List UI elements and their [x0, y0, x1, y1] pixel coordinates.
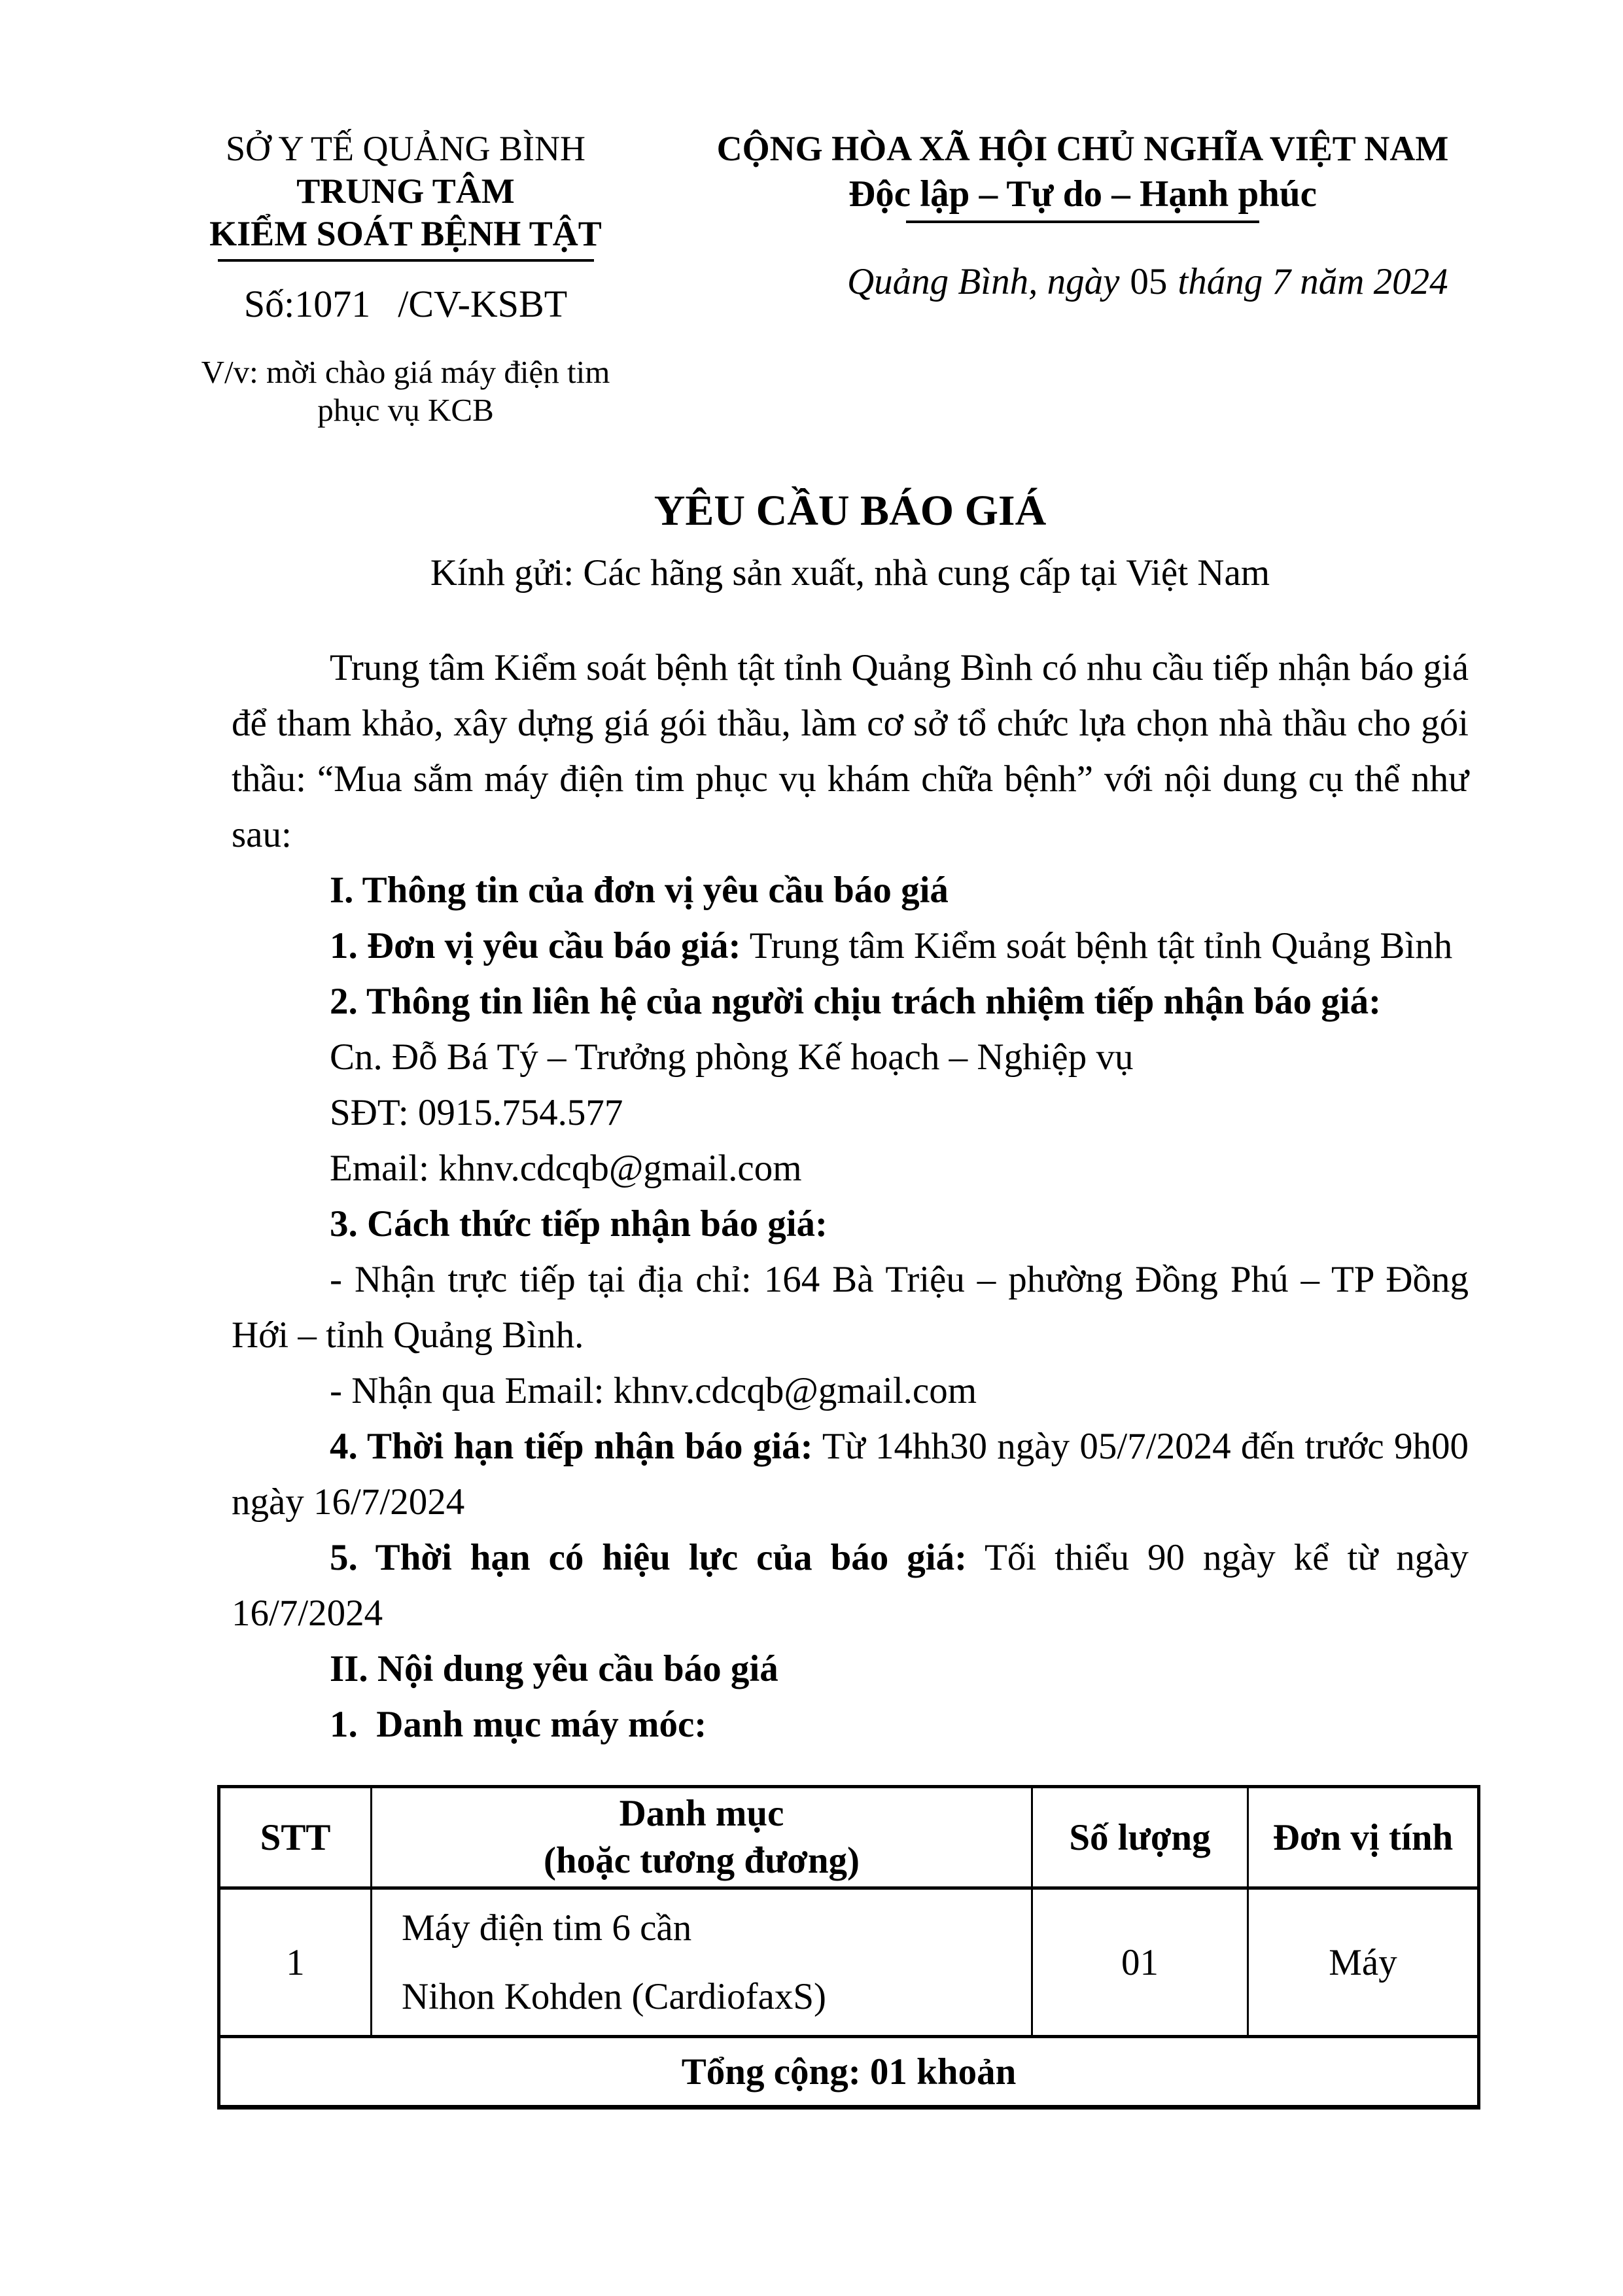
item-5-text: Tối thiểu 90 ngày kể từ ngày 16/7/2024: [232, 1537, 1469, 1634]
col-header-danh-muc-line2: (hoặc tương đương): [543, 1840, 860, 1881]
items-table: [217, 1785, 1480, 2110]
item-1-text: Trung tâm Kiểm soát bệnh tật tỉnh Quảng Bình: [749, 925, 1453, 966]
table-total-text: Tổng cộng: 01 khoản: [219, 2037, 1479, 2108]
item-4-label: 4. Thời hạn tiếp nhận báo giá:: [330, 1426, 813, 1467]
item-5-validity: [232, 1530, 1469, 1641]
org-name-line2: KIỂM SOÁT BỆNH TẬT: [209, 214, 602, 253]
method-email: - Nhận qua Email: khnv.cdcqb@gmail.com: [330, 1370, 977, 1411]
date-prefix: Quảng Bình, ngày: [847, 261, 1120, 302]
equipment-list-heading: 1. Danh mục máy móc:: [330, 1704, 707, 1745]
contact-phone: SĐT: 0915.754.577: [330, 1092, 623, 1133]
item-3-method-heading: 3. Cách thức tiếp nhận báo giá:: [330, 1203, 828, 1245]
col-header-danh-muc: [372, 1787, 1032, 1888]
national-title: CỘNG HÒA XÃ HỘI CHỦ NGHĨA VIỆT NAM: [716, 129, 1449, 168]
method-direct: - Nhận trực tiếp tại địa chỉ: 164 Bà Triệu – phường Đồng Phú – TP Đồng Hới – tỉnh Quảng Bình.: [232, 1259, 1469, 1356]
item-1-requesting-unit: [232, 918, 1469, 974]
section-1-heading: I. Thông tin của đơn vị yêu cầu báo giá: [330, 870, 949, 911]
motto-underline: [906, 221, 1259, 223]
document-number-line: [150, 281, 661, 327]
row-item-name: [372, 1888, 1032, 2037]
doc-number-value: 1071: [294, 283, 371, 325]
item-4-deadline: [232, 1419, 1469, 1530]
row-item-name-line2: Nihon Kohden (CardiofaxS): [402, 1976, 827, 2017]
doc-number-suffix: /CV-KSBT: [398, 283, 568, 325]
table-header-row: [219, 1787, 1479, 1888]
place-date-line: [707, 259, 1459, 305]
section-2-heading: II. Nội dung yêu cầu báo giá: [330, 1648, 778, 1689]
document-recipient: Kính gửi: Các hãng sản xuất, nhà cung cấp tại Việt Nam: [430, 552, 1270, 593]
item-2-contact-heading: 2. Thông tin liên hệ của người chịu trách nhiệm tiếp nhận báo giá:: [330, 981, 1382, 1022]
date-suffix: tháng 7 năm 2024: [1178, 261, 1448, 302]
item-1-label: 1. Đơn vị yêu cầu báo giá:: [330, 925, 741, 966]
row-item-name-line1: Máy điện tim 6 cần: [402, 1907, 692, 1949]
col-header-danh-muc-line1: Danh mục: [619, 1793, 784, 1834]
org-parent-name: SỞ Y TẾ QUẢNG BÌNH: [226, 129, 585, 168]
table-row: [219, 1888, 1479, 2037]
col-header-stt: STT: [219, 1787, 372, 1888]
national-header-block: [707, 128, 1459, 429]
item-5-label: 5. Thời hạn có hiệu lực của báo giá:: [330, 1537, 968, 1578]
intro-paragraph: Trung tâm Kiểm soát bệnh tật tỉnh Quảng Bình có nhu cầu tiếp nhận báo giá để tham khảo, xây dựng giá gói thầu, làm cơ sở tổ chức lựa chọn nhà thầu cho gói thầu: “Mua sắm máy điện tim phục vụ khám chữa bệnh” với nội dung cụ thể như sau:: [232, 647, 1469, 855]
subject-line-1: V/v: mời chào giá máy điện tim: [201, 354, 610, 390]
contact-email: Email: khnv.cdcqb@gmail.com: [330, 1148, 802, 1189]
issuing-org-block: [150, 128, 661, 429]
table-total-row: [219, 2037, 1479, 2108]
row-unit: Máy: [1248, 1888, 1479, 2037]
national-motto: Độc lập – Tự do – Hạnh phúc: [848, 173, 1317, 215]
org-underline: [218, 259, 594, 262]
doc-number-label: Số:: [243, 283, 295, 325]
document-title: YÊU CẦU BÁO GIÁ: [654, 487, 1047, 535]
col-header-so-luong: Số lượng: [1032, 1787, 1248, 1888]
subject-line-2: phục vụ KCB: [317, 392, 494, 428]
item-4-text: Từ 14hh30 ngày 05/7/2024 đến trước 9h00 ngày 16/7/2024: [232, 1426, 1469, 1523]
date-day: 05: [1130, 261, 1168, 302]
row-quantity: 01: [1032, 1888, 1248, 2037]
document-header: [0, 0, 1623, 429]
row-stt: 1: [219, 1888, 372, 2037]
document-body: [232, 640, 1469, 2110]
contact-name: Cn. Đỗ Bá Tý – Trưởng phòng Kế hoạch – Nghiệp vụ: [330, 1036, 1134, 1078]
col-header-don-vi-tinh: Đơn vị tính: [1248, 1787, 1479, 1888]
org-name-line1: TRUNG TÂM: [296, 171, 515, 211]
